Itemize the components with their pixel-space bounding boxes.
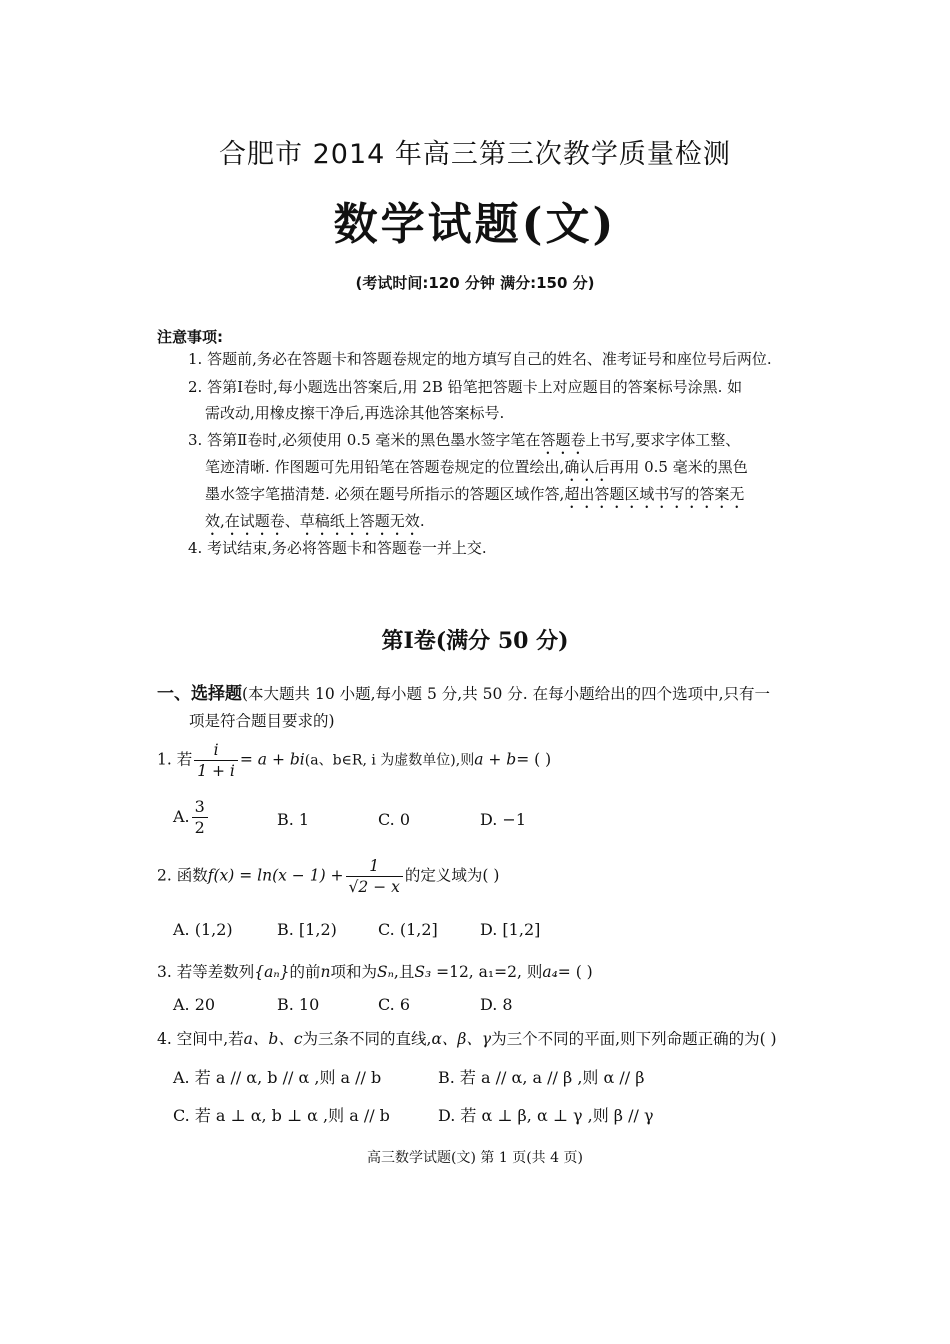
- notice-text: .: [419, 512, 425, 530]
- question-3: [157, 960, 593, 982]
- fraction: [194, 740, 238, 781]
- question-tail: 为三个不同的平面,则下列命题正确的为( ): [491, 1030, 777, 1048]
- notice-text: 上书写,要求字体工整、: [585, 431, 741, 449]
- q2-option-b: B. [1,2): [277, 920, 337, 939]
- notice-text: 墨水签字笔描清楚. 必须在题号所指示的答题区域作答,: [205, 485, 565, 503]
- page-footer: 高三数学试题(文) 第 1 页(共 4 页): [367, 1150, 583, 1166]
- fraction-denominator: 2: [194, 818, 205, 837]
- emphasis-text: 在试题卷、草稿纸上答题无效: [224, 512, 420, 530]
- notice-text: 笔迹清晰. 作图题可先用铅笔在答题卷规定的位置绘出,: [205, 458, 565, 476]
- notice-text: 3. 答第Ⅱ卷时,必须使用 0.5 毫米的黑色墨水签字笔在: [188, 431, 541, 449]
- q3-option-b: B. 10: [277, 995, 320, 1014]
- part-label: 一、选择题: [157, 684, 242, 704]
- question-text: 项和为: [330, 963, 377, 981]
- part-heading: [157, 681, 770, 708]
- fraction-denominator: 1 + i: [197, 762, 235, 780]
- question-prefix: 2. 函数: [157, 866, 208, 885]
- question-prefix: 1. 若: [157, 750, 193, 769]
- fraction-numerator: i: [194, 740, 238, 761]
- emphasis-text: 答题卷: [540, 431, 586, 449]
- function-expression: f(x) = ln(x − 1) +: [207, 866, 344, 885]
- notice-item-4: 4. 考试结束,务必将答题卡和答题卷一并上交.: [188, 539, 487, 557]
- part-description: (本大题共 10 小题,每小题 5 分,共 50 分. 在每小题给出的四个选项中,只有一: [242, 685, 771, 703]
- question-text: 3. 若等差数列: [157, 963, 255, 981]
- question-text: 4. 空间中,若: [157, 1030, 244, 1048]
- question-tail: = ( ): [516, 750, 552, 769]
- notice-item-2-line-1: 2. 答第Ⅰ卷时,每小题选出答案后,用 2B 铅笔把答题卡上对应题目的答案标号涂黑. 如: [188, 378, 743, 396]
- part-description-line-2: 项是符合题目要求的): [189, 712, 335, 730]
- fraction: [192, 797, 208, 838]
- question-4: [157, 1027, 777, 1049]
- sum-symbol: Sₙ: [376, 963, 394, 981]
- question-tail: = ( ): [557, 963, 593, 981]
- condition: (a、b∈R, i 为虚数单位),则: [304, 752, 475, 769]
- fraction-numerator: 1: [346, 856, 403, 877]
- option-label: A.: [173, 807, 190, 826]
- notice-heading: 注意事项:: [157, 328, 223, 346]
- question-text: 的前: [289, 963, 321, 981]
- question-1: [157, 740, 551, 781]
- q1-option-b: B. 1: [277, 810, 310, 829]
- emphasis-text: 确认后: [564, 458, 610, 476]
- question-text: 为三条不同的直线,: [302, 1030, 432, 1048]
- equation: = a + bi: [239, 750, 305, 769]
- emphasis-text: 超出答题区域书写的答案无: [564, 485, 745, 503]
- section-title: 第Ⅰ卷(满分 50 分): [381, 628, 569, 654]
- question-text: ,且: [393, 963, 415, 981]
- q1-option-a: [173, 797, 210, 838]
- notice-text: ,: [220, 512, 225, 530]
- exam-info: (考试时间:120 分钟 满分:150 分): [355, 274, 595, 292]
- notice-text: 再用 0.5 毫米的黑色: [609, 458, 748, 476]
- fraction-numerator: 3: [192, 797, 208, 818]
- fraction-denominator: √2 − x: [348, 878, 400, 896]
- notice-item-1: 1. 答题前,务必在答题卡和答题卷规定的地方填写自己的姓名、准考证号和座位号后两位.: [188, 350, 772, 368]
- q3-option-d: D. 8: [480, 995, 513, 1014]
- sequence-symbol: {aₙ}: [254, 963, 290, 981]
- variable-n: n: [320, 963, 331, 981]
- q2-option-d: D. [1,2]: [480, 920, 541, 939]
- exam-title: 数学试题(文): [333, 199, 617, 250]
- emphasis-text: 效: [205, 512, 221, 530]
- fraction: [346, 856, 403, 897]
- question-text: =12, a₁=2, 则: [431, 963, 543, 981]
- question-tail: 的定义域为( ): [404, 866, 500, 885]
- exam-subtitle: 合肥市 2014 年高三第三次教学质量检测: [219, 139, 731, 170]
- lines-symbols: a、b、c: [243, 1030, 303, 1048]
- question-2: [157, 856, 499, 897]
- term-a4: a₄: [542, 963, 558, 981]
- q1-option-c: C. 0: [378, 810, 411, 829]
- q3-option-a: A. 20: [173, 995, 216, 1014]
- q4-option-b: B. 若 a // α, a // β ,则 α // β: [438, 1068, 645, 1087]
- q4-option-a: A. 若 a // α, b // α ,则 a // b: [173, 1068, 382, 1087]
- sum-s3: S₃: [414, 963, 432, 981]
- q2-option-a: A. (1,2): [173, 920, 233, 939]
- q4-option-c: C. 若 a ⊥ α, b ⊥ α ,则 a // b: [173, 1106, 390, 1125]
- notice-item-2-line-2: 需改动,用橡皮擦干净后,再选涂其他答案标号.: [205, 404, 505, 422]
- expression: a + b: [474, 750, 517, 769]
- q4-option-d: D. 若 α ⊥ β, α ⊥ γ ,则 β // γ: [438, 1106, 654, 1125]
- q3-option-c: C. 6: [378, 995, 411, 1014]
- q2-option-c: C. (1,2]: [378, 920, 438, 939]
- q1-option-d: D. −1: [480, 810, 527, 829]
- planes-symbols: α、β、γ: [431, 1030, 492, 1048]
